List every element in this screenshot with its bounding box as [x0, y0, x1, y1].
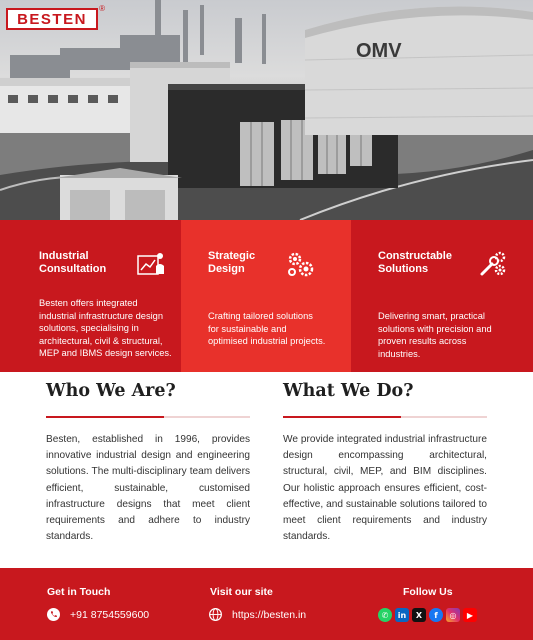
- follow-heading: Follow Us: [403, 586, 453, 598]
- website-url: https://besten.in: [232, 608, 307, 621]
- what-we-do-title: What We Do?: [283, 381, 414, 401]
- what-we-do-section: [283, 380, 487, 545]
- service-description: Delivering smart, practical solutions with precision and proven results across industries.: [378, 311, 492, 359]
- service-constructable-solutions: [351, 220, 533, 372]
- instagram-icon[interactable]: ◎: [446, 608, 460, 622]
- logo-text: BESTEN: [17, 10, 87, 28]
- who-we-are-title: Who We Are?: [46, 381, 176, 401]
- besten-logo[interactable]: [6, 4, 105, 30]
- service-description: Crafting tailored solutions for sustainable and optimised industrial projects.: [208, 311, 326, 347]
- services-strip: [0, 220, 533, 372]
- industrial-plant-illustration: [0, 0, 533, 220]
- facebook-icon[interactable]: f: [429, 608, 443, 622]
- consultation-chart-icon: [136, 250, 166, 278]
- youtube-icon[interactable]: ▶: [463, 608, 477, 622]
- linkedin-icon[interactable]: in: [395, 608, 409, 622]
- phone-icon: [47, 608, 60, 621]
- site-heading: Visit our site: [210, 586, 273, 598]
- tank-logo: OMV: [356, 40, 402, 62]
- globe-icon: [209, 608, 222, 621]
- website-link[interactable]: [209, 608, 306, 621]
- tools-gear-icon: [478, 250, 508, 278]
- service-description: Besten offers integrated industrial infrastructure design solutions, specialising in architectural, civil & structural, MEP and IBMS design services.: [39, 298, 172, 359]
- phone-contact[interactable]: [47, 608, 149, 621]
- title-underline: [283, 416, 487, 418]
- phone-number: +91 8754559600: [70, 608, 150, 621]
- footer: [0, 568, 533, 640]
- what-we-do-body: We provide integrated industrial infrastructure design encompassing architectural, structural, civil, MEP, and BIM disciplines. Our holistic approach ensures efficient, cost-effective, and sustainable solutions tailored to meet client requirements and industry standards.: [283, 434, 487, 543]
- who-we-are-body: Besten, established in 1996, provides innovative industrial design and engineering solutions. The multi-disciplinary team delivers efficient, sustainable, customised infrastructure designs that meet client requirements and adhere to industry standards.: [46, 434, 250, 543]
- gears-icon: [286, 250, 316, 278]
- whatsapp-icon[interactable]: ✆: [378, 608, 392, 622]
- service-strategic-design: [181, 220, 351, 372]
- x-icon[interactable]: X: [412, 608, 426, 622]
- hero-image: [0, 0, 533, 220]
- service-title: Strategic Design: [208, 250, 256, 275]
- contact-heading: Get in Touch: [47, 586, 111, 598]
- who-we-are-section: [46, 380, 250, 545]
- social-links: [378, 608, 477, 622]
- service-title: Industrial Consultation: [39, 250, 107, 275]
- service-title: Constructable Solutions: [378, 250, 452, 275]
- registered-mark: ®: [99, 4, 105, 13]
- title-underline: [46, 416, 250, 418]
- service-industrial-consultation: [0, 220, 181, 372]
